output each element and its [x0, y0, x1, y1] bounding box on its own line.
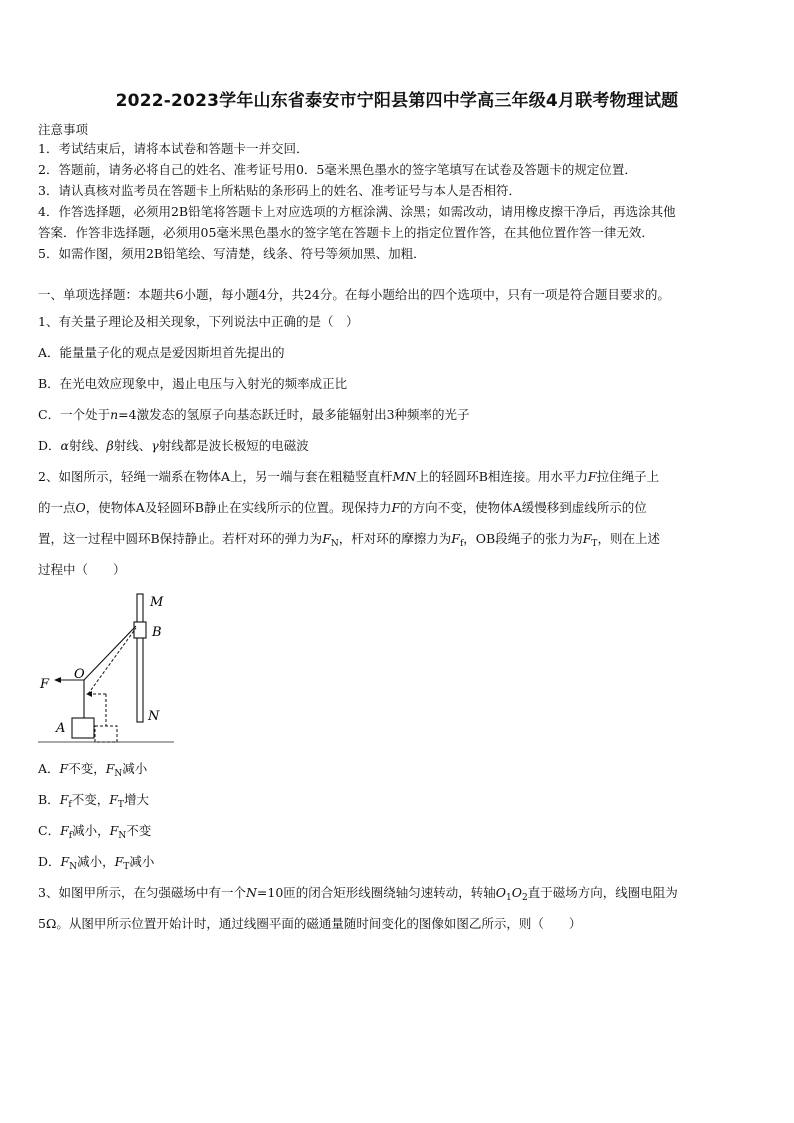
text: C．: [38, 823, 61, 838]
notice-item-4: 4．作答选择题，必须用2B铅笔将答题卡上对应选项的方框涂满、涂黑；如需改动，请用橡皮擦干净后，再选涂其他: [38, 204, 676, 219]
subscript: N: [69, 862, 78, 872]
subscript: f: [68, 831, 73, 841]
var-f: F: [59, 761, 69, 776]
label-n: N: [148, 709, 160, 724]
q3-line-1: [38, 884, 678, 907]
notice-heading: 注意事项: [38, 122, 89, 137]
text: ，OB段绳子的张力为: [463, 531, 583, 546]
q2-option-c: [38, 822, 151, 845]
page-title: 2022-2023学年山东省泰安市宁阳县第四中学高三年级4月联考物理试题: [115, 91, 679, 111]
notice-item-1: 1．考试结束后，请将本试卷和答题卡一并交回．: [38, 141, 309, 156]
text: ，则在上述: [597, 531, 660, 546]
subscript: N: [114, 769, 123, 779]
var-f: F: [60, 854, 70, 869]
label-m: M: [150, 595, 164, 610]
symbol-beta: β: [106, 438, 114, 453]
subscript: 2: [522, 893, 528, 903]
var-f: F: [391, 500, 401, 515]
q2-option-b: [38, 791, 149, 814]
var-o: O: [495, 885, 507, 900]
arrow-head-f: [54, 677, 61, 683]
text: 射线、: [68, 438, 107, 453]
text: ，使物体A及轻圆环B静止在实线所示的位置。现保持力: [85, 500, 392, 515]
text: =4激发态的氢原子向基态跃迁时，最多能辐射出3种频率的光子: [118, 407, 470, 422]
text: 减小，: [77, 854, 115, 869]
var-f: F: [322, 531, 331, 546]
block-a-dashed: [95, 726, 117, 742]
label-f: F: [40, 677, 50, 692]
subscript: T: [591, 539, 598, 549]
text: =10匝的闭合矩形线圈绕轴匀速转动，转轴: [256, 885, 496, 900]
text: 不变，: [71, 792, 110, 807]
var-o: O: [511, 885, 523, 900]
text: 不变: [126, 823, 152, 838]
text: 直于磁场方向，线圈电阻为: [527, 885, 678, 900]
text: D．: [38, 438, 61, 453]
text: 的方向不变，使物体A缓慢移到虚线所示的位: [400, 500, 647, 515]
text: C．一个处于: [38, 407, 111, 422]
text: 减小，: [72, 823, 110, 838]
text: 减小: [129, 854, 155, 869]
var-f: F: [587, 469, 597, 484]
text: 减小: [122, 761, 148, 776]
subscript: f: [68, 800, 72, 810]
q1-option-b: B．在光电效应现象中，遏止电压与入射光的频率成正比: [38, 376, 348, 391]
var-f: F: [109, 823, 119, 838]
symbol-alpha: α: [60, 438, 69, 453]
var-f: F: [105, 761, 115, 776]
var-f: F: [114, 854, 124, 869]
notice-item-2: 2．答题前，请务必将自己的姓名、准考证号用0．5毫米黑色墨水的签字笔填写在试卷及答题卡的规定位置．: [38, 162, 637, 177]
text: 增大: [123, 792, 149, 807]
subscript: N: [118, 831, 127, 841]
q1-option-c: [38, 406, 470, 424]
var-o: O: [75, 500, 86, 515]
var-f: F: [582, 531, 592, 546]
q1-option-a: A．能量量子化的观点是爱因斯坦首先提出的: [38, 345, 285, 360]
label-a: A: [56, 721, 66, 736]
var-f: F: [451, 531, 460, 546]
ring-b: [134, 622, 146, 638]
notice-item-4-cont: 答案．作答非选择题，必须用05毫米黑色墨水的签字笔在答题卡上的指定位置作答，在其他位置作答一律无效．: [38, 225, 654, 240]
rope-ob: [84, 626, 136, 680]
notice-item-3: 3．请认真核对监考员在答题卡上所粘贴的条形码上的姓名、准考证号与本人是否相符．: [38, 183, 521, 198]
label-o: O: [74, 667, 85, 682]
subscript: N: [330, 539, 339, 549]
text: B．: [38, 792, 60, 807]
q2-option-a: [38, 760, 147, 783]
var-n: N: [245, 885, 257, 900]
text: 拉住绳子上: [596, 469, 660, 484]
text: ，杆对环的摩擦力为: [338, 531, 452, 546]
rope-dashed: [88, 628, 136, 694]
q1-stem: 1、有关量子理论及相关现象，下列说法中正确的是（ ）: [38, 314, 359, 329]
subscript: f: [459, 539, 464, 549]
text: A．: [38, 761, 60, 776]
text: 不变，: [68, 761, 106, 776]
block-a: [72, 718, 94, 738]
subscript: T: [117, 800, 124, 810]
section-heading: 一、单项选择题：本题共6小题，每小题4分，共24分。在每小题给出的四个选项中，只有一项是符合题目要求的。: [38, 287, 670, 302]
text: 上的轻圆环B相连接。用水平力: [416, 469, 588, 484]
notice-item-5: 5．如需作图，须用2B铅笔绘、写清楚，线条、符号等须加黑、加粗．: [38, 246, 426, 261]
rod-mn: [137, 594, 143, 722]
q2-option-d: [38, 853, 154, 876]
q2-line-3: [38, 530, 660, 553]
q2-figure: [34, 590, 184, 750]
q2-line-1: [38, 468, 659, 486]
text: 3、如图甲所示，在匀强磁场中有一个: [38, 885, 246, 900]
subscript: 1: [506, 893, 512, 903]
symbol-gamma: γ: [151, 438, 159, 453]
text: 射线都是波长极短的电磁波: [158, 438, 309, 453]
q3-line-2: 5Ω。从图甲所示位置开始计时，通过线圈平面的磁通量随时间变化的图像如图乙所示，则（ ）: [38, 916, 582, 931]
text: 置，这一过程中圆环B保持静止。若杆对环的弹力为: [38, 531, 323, 546]
subscript: T: [123, 862, 130, 872]
q1-option-d: [38, 437, 309, 455]
text: D．: [38, 854, 61, 869]
q2-line-2: [38, 499, 647, 517]
text: 的一点: [38, 500, 76, 515]
var-n: n: [110, 407, 119, 422]
var-f: F: [109, 792, 118, 807]
text: 射线、: [113, 438, 152, 453]
var-f: F: [59, 792, 69, 807]
q2-line-4: 过程中（ ）: [38, 562, 126, 577]
text: 2、如图所示，轻绳一端系在物体A上，另一端与套在粗糙竖直杆: [38, 469, 393, 484]
var-mn: MN: [392, 469, 417, 484]
var-f: F: [60, 823, 69, 838]
label-b: B: [152, 625, 162, 640]
